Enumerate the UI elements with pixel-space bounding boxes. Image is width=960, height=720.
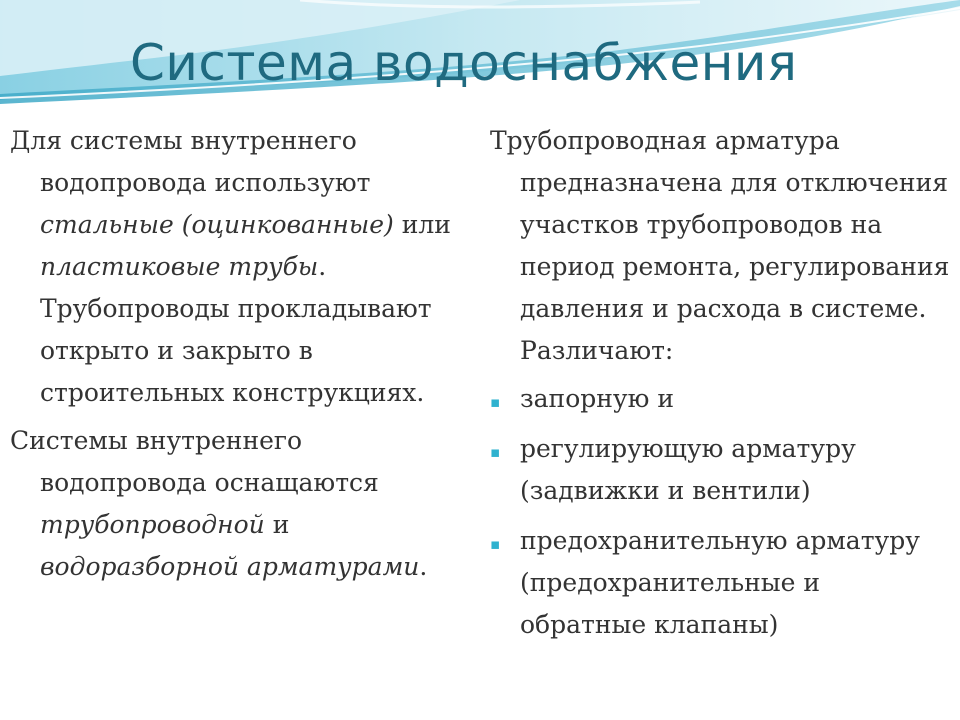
list-item — [490, 378, 950, 420]
slide-title: Система водоснабжения — [130, 34, 798, 92]
fittings-list — [490, 378, 950, 646]
left-p1-text-1: Для системы внутреннего водопровода используют — [10, 126, 371, 197]
left-p2-text-1: Системы внутреннего водопровода оснащаются — [10, 426, 379, 497]
left-p1-text-2: или — [393, 210, 451, 239]
list-item-text: предохранительную арматуру (предохранительные и обратные клапаны) — [520, 526, 920, 639]
left-p1-italic-2: пластиковые трубы — [40, 252, 319, 281]
left-column — [10, 120, 460, 588]
left-p2-text-3: . — [419, 552, 428, 581]
left-p1-text-3: . Трубопроводы прокладывают открыто и закрыто в строительных конструкциях. — [40, 252, 432, 407]
bullet-square-icon: ▪ — [490, 535, 501, 553]
left-paragraph-1 — [10, 120, 460, 414]
left-p1-italic-1: стальные (оцинкованные) — [40, 210, 394, 239]
left-p2-italic-1: трубопроводной — [40, 510, 265, 539]
right-intro: Трубопроводная арматура предназначена для отключения участков трубопроводов на период ремонта, регулирования давления и расхода в системе. Различают: — [490, 126, 950, 365]
bullet-square-icon: ▪ — [490, 393, 501, 411]
list-item-text: запорную и — [520, 384, 675, 413]
right-column — [490, 120, 950, 654]
bullet-square-icon: ▪ — [490, 443, 501, 461]
list-item-text: регулирующую арматуру (задвижки и вентили) — [520, 434, 856, 505]
list-item — [490, 520, 950, 646]
left-p2-text-2: и — [264, 510, 290, 539]
list-item — [490, 428, 950, 512]
left-paragraph-2 — [10, 420, 460, 588]
left-p2-italic-2: водоразборной арматурами — [40, 552, 420, 581]
